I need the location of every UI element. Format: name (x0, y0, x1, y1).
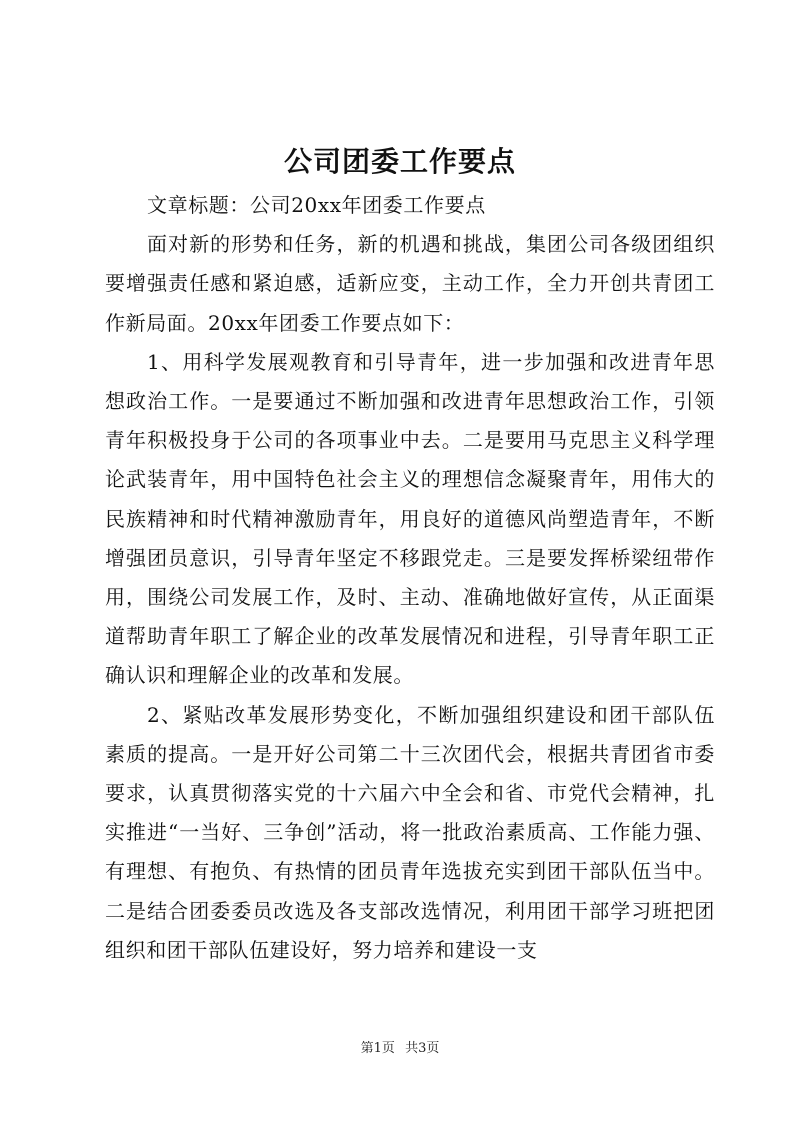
document-body (105, 186, 715, 970)
page-footer (0, 1040, 800, 1058)
section-1-paragraph: 1、用科学发展观教育和引导青年，进一步加强和改进青年思想政治工作。一是要通过不断加强和改进青年思想政治工作，引领青年积极投身于公司的各项事业中去。二是要用马克思主义科学理论武装青年，用中国特色社会主义的理想信念凝聚青年，用伟大的民族精神和时代精神激励青年，用良好的道德风尚塑造青年，不断增强团员意识，引导青年坚定不移跟党走。三是要发挥桥梁纽带作用，围绕公司发展工作，及时、主动、准确地做好宣传，从正面渠道帮助青年职工了解企业的改革发展情况和进程，引导青年职工正确认识和理解企业的改革和发展。 (105, 349, 715, 688)
page-number: 第1页 (360, 1041, 395, 1056)
section-2-paragraph: 2、紧贴改革发展形势变化，不断加强组织建设和团干部队伍素质的提高。一是开好公司第二十三次团代会，根据共青团省市委要求，认真贯彻落实党的十六届六中全会和省、市党代会精神，扎实推进“一当好、三争创”活动，将一批政治素质高、工作能力强、有理想、有抱负、有热情的团员青年选拔充实到团干部队伍当中。二是结合团委委员改选及各支部改选情况，利用团干部学习班把团组织和团干部队伍建设好，努力培养和建设一支 (105, 702, 715, 962)
document-title: 公司团委工作要点 (283, 145, 516, 178)
page-total: 共3页 (405, 1041, 440, 1056)
intro-paragraph: 面对新的形势和任务，新的机遇和挑战，集团公司各级团组织要增强责任感和紧迫感，适新应变，主动工作，全力开创共青团工作新局面。20xx年团委工作要点如下： (105, 232, 715, 335)
article-heading-line: 文章标题：公司20xx年团委工作要点 (147, 193, 486, 217)
